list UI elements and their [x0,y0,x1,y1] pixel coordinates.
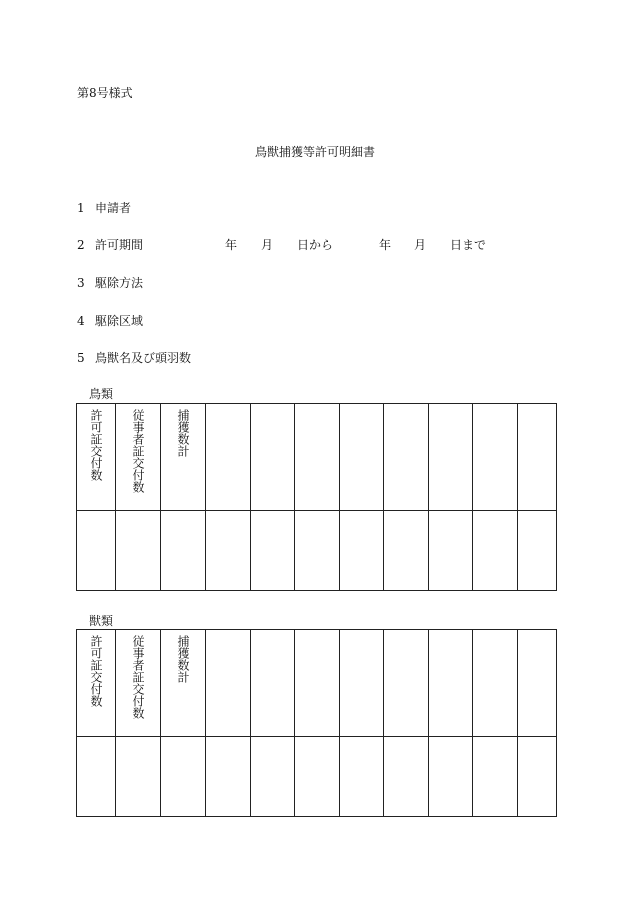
table-cell [206,737,251,817]
item-label: 鳥獣名及び頭羽数 [95,351,192,365]
item-number: 4 [77,314,85,328]
header-cell [116,404,161,511]
table-cell [295,404,340,511]
table-cell [295,511,340,591]
table-row [77,511,557,591]
item-method [77,274,143,291]
table-cell [384,404,429,511]
table-cell [161,737,206,817]
table-cell [429,511,473,591]
table-cell [384,511,429,591]
table-cell [295,630,340,737]
table-cell [384,630,429,737]
item-permit-period [77,236,577,252]
header-cell [161,404,206,511]
table-cell [473,737,518,817]
table-cell [206,630,251,737]
item-number: 3 [77,276,85,290]
period-month-to: 月 [414,238,427,252]
table-cell [518,404,557,511]
birds-table-label: 鳥類 [89,387,114,401]
birds-table [76,403,557,591]
item-area [77,312,143,329]
item-number: 2 [77,238,85,252]
table-cell [251,511,295,591]
item-species [77,349,191,366]
header-permit-issued: 許可証交付数 [89,409,103,481]
table-cell [340,630,384,737]
item-label: 許可期間 [95,238,144,252]
table-row [77,737,557,817]
table-cell [518,630,557,737]
header-cell [116,630,161,737]
table-cell [116,737,161,817]
item-label: 駆除区域 [95,314,144,328]
table-header-row [77,630,557,737]
table-cell [77,511,116,591]
header-capture-total: 捕獲数計 [176,409,190,457]
item-label: 駆除方法 [95,276,144,290]
table-cell [206,511,251,591]
header-cell [161,630,206,737]
table-cell [340,404,384,511]
table-cell [473,630,518,737]
table-cell [518,737,557,817]
table-cell [518,511,557,591]
table-cell [340,511,384,591]
table-cell [429,404,473,511]
period-month-from: 月 [261,238,274,252]
table-cell [473,404,518,511]
table-cell [251,630,295,737]
table-cell [295,737,340,817]
table-cell [251,737,295,817]
period-year-from: 年 [225,238,238,252]
table-header-row [77,404,557,511]
item-number: 1 [77,201,85,215]
table-cell [473,511,518,591]
period-day-to: 日まで [450,238,487,252]
document-title: 鳥獣捕獲等許可明細書 [254,145,375,159]
beasts-table [76,629,557,817]
header-cell [77,404,116,511]
table-cell [251,404,295,511]
header-capture-total: 捕獲数計 [176,635,190,683]
table-cell [429,630,473,737]
header-worker-cert-issued: 従事者証交付数 [131,409,145,493]
item-label: 申請者 [95,201,132,215]
period-year-to: 年 [379,238,392,252]
header-cell [77,630,116,737]
table-cell [116,511,161,591]
form-number: 第8号様式 [77,86,133,100]
item-applicant [77,199,131,216]
header-worker-cert-issued: 従事者証交付数 [131,635,145,719]
header-permit-issued: 許可証交付数 [89,635,103,707]
table-cell [77,737,116,817]
table-cell [340,737,384,817]
table-cell [429,737,473,817]
beasts-table-label: 獣類 [89,614,114,628]
table-cell [384,737,429,817]
table-cell [206,404,251,511]
period-day-from: 日から [297,238,334,252]
table-cell [161,511,206,591]
item-number: 5 [77,351,85,365]
